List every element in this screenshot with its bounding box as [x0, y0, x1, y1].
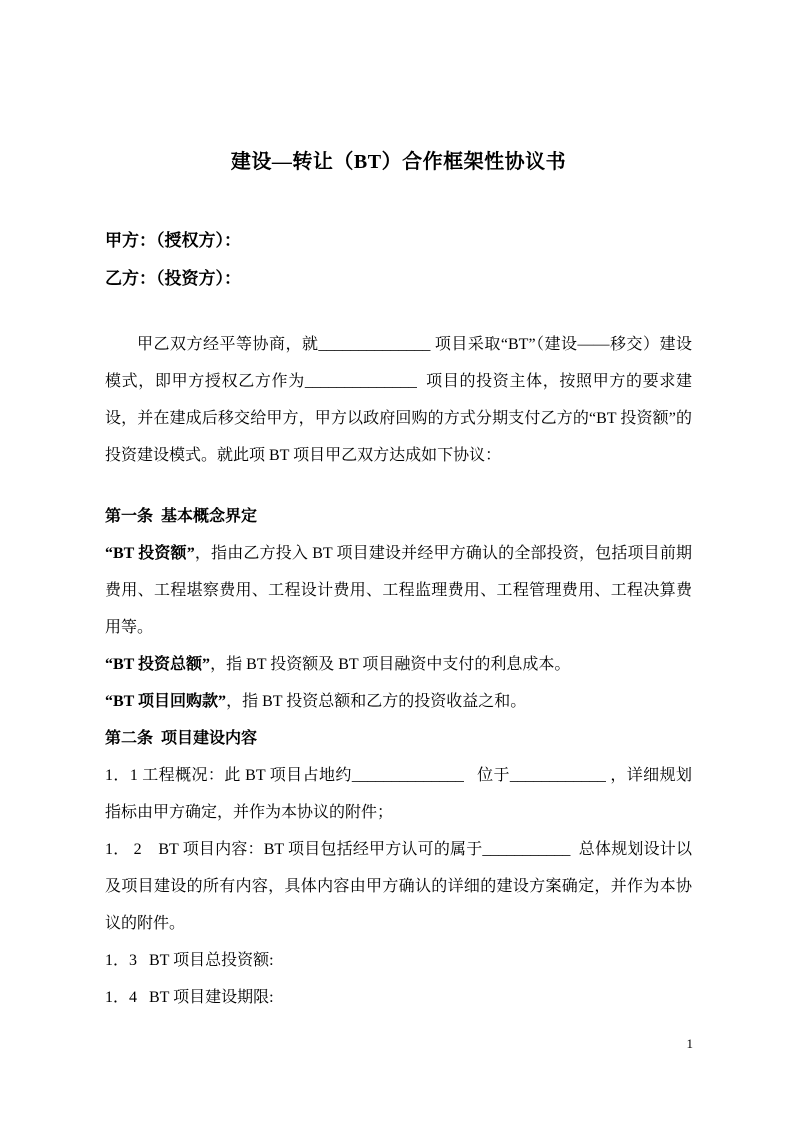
clause-1-2-project-content: 1． 2 BT 项目内容：BT 项目包括经甲方认可的属于___________ 总体规划设计以及项目建设的所有内容，具体内容由甲方确认的详细的建设方案确定，并作为本协议的附件。 — [105, 841, 692, 932]
definition-bt-total-investment-term: “BT 投资总额” — [105, 656, 211, 673]
definition-bt-total-investment — [105, 646, 692, 683]
article-2-heading: 第二条 项目建设内容 — [105, 730, 258, 747]
article-1-heading: 第一条 基本概念界定 — [105, 508, 258, 525]
clause-1-1-project-overview: 1．1 工程概况：此 BT 项目占地约______________ 位于____________ ，详细规划指标由甲方确定，并作为本协议的附件； — [105, 767, 692, 821]
definition-bt-repurchase — [105, 683, 692, 720]
definition-bt-repurchase-term: “BT 项目回购款” — [105, 693, 227, 710]
definition-bt-total-investment-text: ，指 BT 投资额及 BT 项目融资中支付的利息成本。 — [210, 656, 571, 673]
definition-bt-investment-text: ，指由乙方投入 BT 项目建设并经甲方确认的全部投资，包括项目前期费用、工程堪察费用、工程设计费用、工程监理费用、工程管理费用、工程决算费用等。 — [105, 545, 692, 636]
party-a-line: 甲方：（授权方）： — [105, 231, 241, 250]
definition-bt-investment — [105, 535, 692, 646]
clause-1-3-total-investment: 1．3 BT 项目总投资额: — [105, 952, 274, 969]
definition-bt-repurchase-text: ，指 BT 投资总额和乙方的投资收益之和。 — [226, 693, 527, 710]
intro-paragraph: 甲乙双方经平等协商，就______________ 项目采取“BT”（建设——移交）建设模式，即甲方授权乙方作为______________ 项目的投资主体，按照甲方的要求建设，并在建成后移交给甲方，甲方以政府回购的方式分期支付乙方的“BT 投资额”的投资建设模式。就此项 BT 项目甲乙双方达成如下协议： — [105, 336, 692, 464]
page-number: 1 — [686, 1036, 693, 1051]
definition-bt-investment-term: “BT 投资额” — [105, 545, 195, 562]
clause-1-4-construction-period: 1．4 BT 项目建设期限: — [105, 989, 274, 1006]
party-b-line: 乙方：（投资方）： — [105, 269, 241, 288]
document-title: 建设—转让（BT）合作框架性协议书 — [230, 151, 567, 173]
